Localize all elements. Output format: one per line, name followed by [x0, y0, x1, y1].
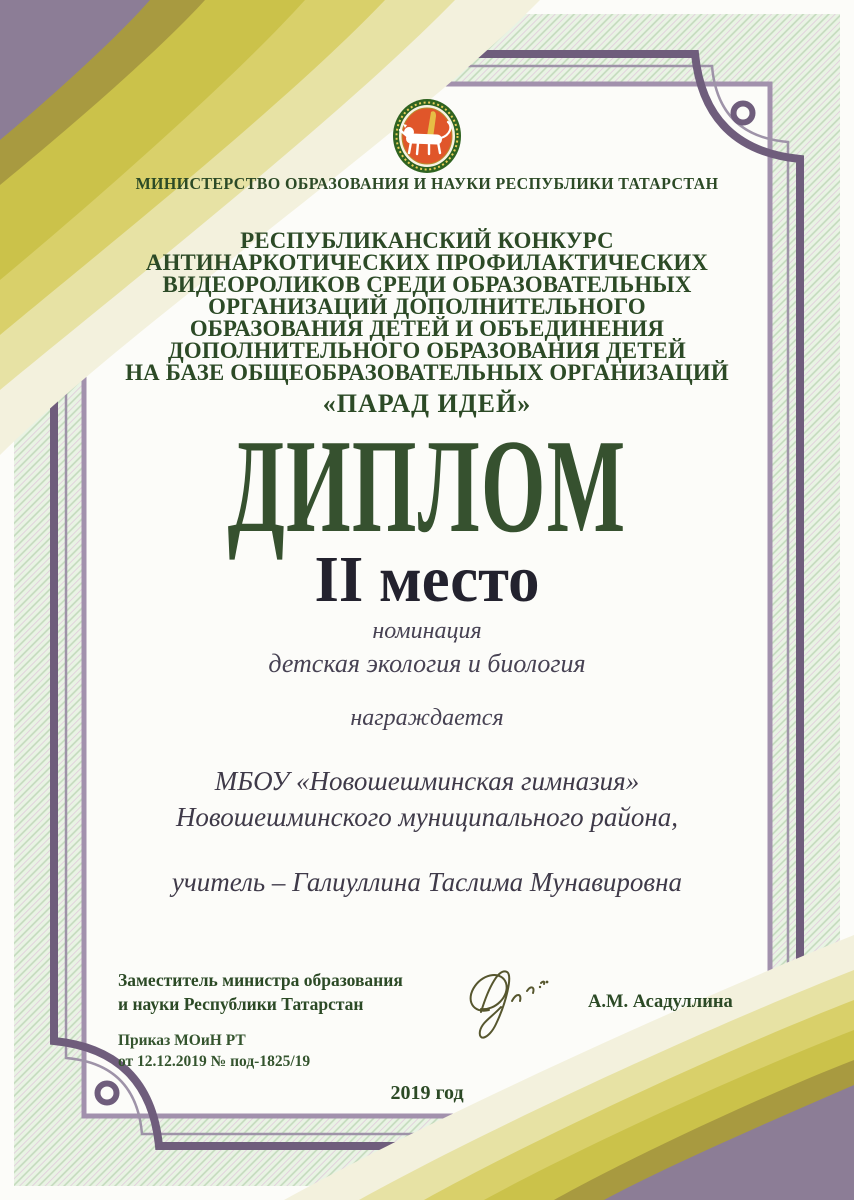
- competition-line: РЕСПУБЛИКАНСКИЙ КОНКУРС: [240, 228, 614, 254]
- nomination-value: детская экология и биология: [268, 649, 586, 678]
- awarded-label: награждается: [350, 705, 504, 731]
- recipient-school: МБОУ «Новошешминская гимназия»: [214, 766, 640, 796]
- order-line: Приказ МОиН РТ: [118, 1032, 246, 1049]
- nomination-label: номинация: [372, 618, 482, 644]
- corner-ring-top-right: [734, 104, 753, 123]
- signer-name: А.М. Асадуллина: [588, 992, 733, 1012]
- teacher-name-line: учитель – Галиуллина Таслима Мунавировна: [171, 867, 683, 897]
- competition-line: ОБРАЗОВАНИЯ ДЕТЕЙ И ОБЪЕДИНЕНИЯ: [189, 316, 665, 342]
- order-reference: [118, 1030, 310, 1072]
- diploma-title: ДИПЛОМ: [227, 412, 627, 560]
- place-line: II место: [314, 543, 540, 616]
- competition-line: НА БАЗЕ ОБЩЕОБРАЗОВАТЕЛЬНЫХ ОРГАНИЗАЦИЙ: [125, 360, 729, 386]
- tatarstan-emblem-icon: [393, 99, 461, 173]
- signer-title: [118, 969, 403, 1016]
- recipient-district: Новошешминского муниципального района,: [175, 802, 679, 832]
- year-line: 2019 год: [390, 1082, 464, 1104]
- competition-name: «ПАРАД ИДЕЙ»: [322, 389, 532, 418]
- competition-line: ОРГАНИЗАЦИЙ ДОПОЛНИТЕЛЬНОГО: [208, 294, 646, 320]
- competition-title-block: [0, 230, 854, 384]
- signer-title-line: и науки Республики Татарстан: [118, 993, 364, 1014]
- competition-line: АНТИНАРКОТИЧЕСКИХ ПРОФИЛАКТИЧЕСКИХ: [145, 250, 709, 276]
- ministry-header: МИНИСТЕРСТВО ОБРАЗОВАНИЯ И НАУКИ РЕСПУБЛИКИ ТАТАРСТАН: [135, 174, 719, 193]
- competition-line: ДОПОЛНИТЕЛЬНОГО ОБРАЗОВАНИЯ ДЕТЕЙ: [168, 338, 686, 364]
- order-line: от 12.12.2019 № под-1825/19: [118, 1053, 311, 1070]
- signature-scribble: [471, 971, 549, 1037]
- competition-line: ВИДЕОРОЛИКОВ СРЕДИ ОБРАЗОВАТЕЛЬНЫХ: [162, 272, 692, 298]
- signer-title-line: Заместитель министра образования: [118, 970, 403, 990]
